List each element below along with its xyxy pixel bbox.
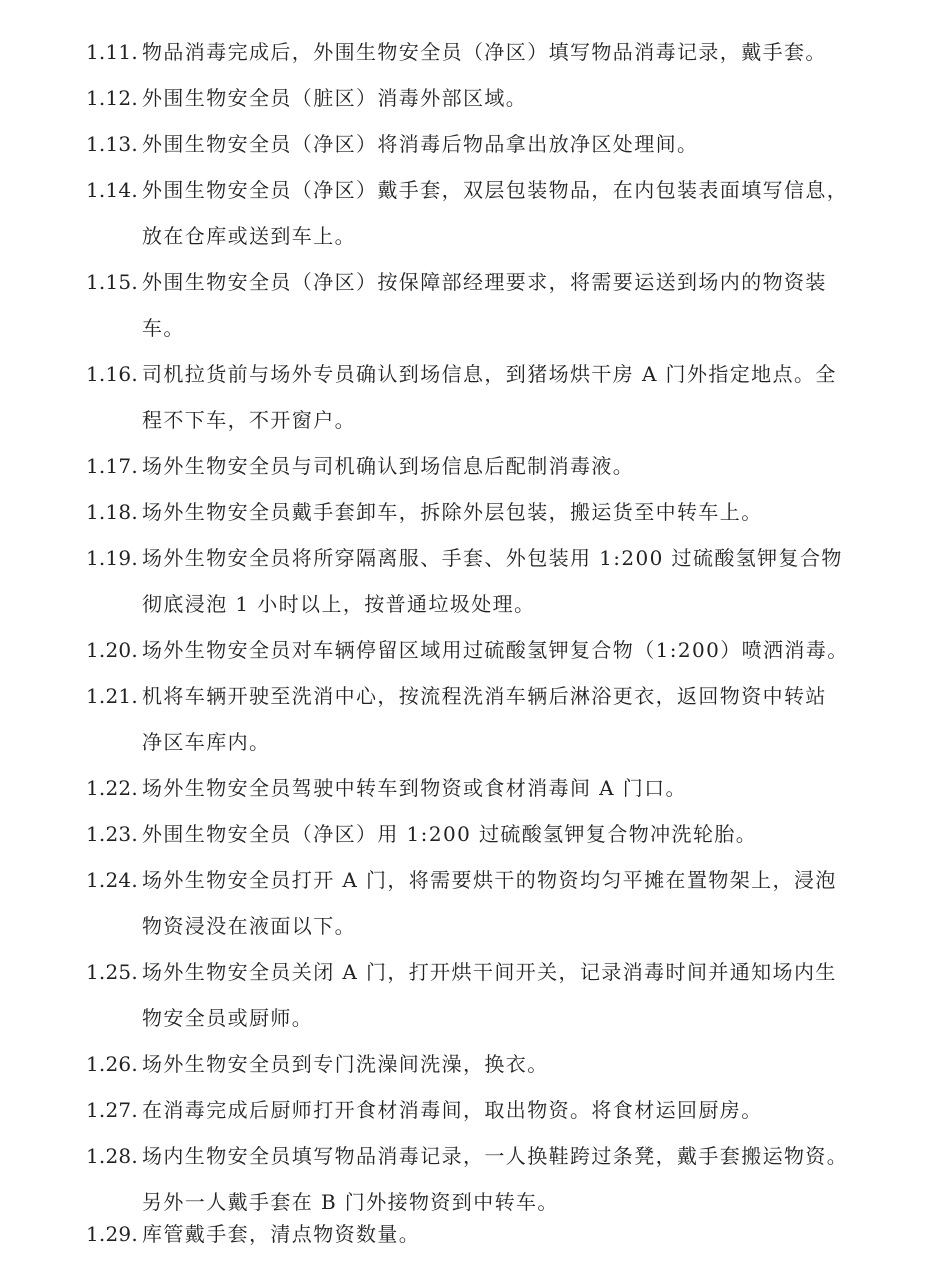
item-text-line: 库管戴手套，清点物资数量。 [142, 1222, 421, 1246]
item-text-line: 外围生物安全员（净区）按保障部经理要求，将需要运送到场内的物资装 [142, 270, 827, 294]
item-text-line: 机将车辆开驶至洗消中心，按流程洗消车辆后淋浴更衣，返回物资中转站 [142, 684, 827, 708]
item-text-line: 场外生物安全员打开 A 门，将需要烘干的物资均匀平摊在置物架上，浸泡 [142, 868, 837, 892]
item-number: 1.19. [86, 546, 138, 570]
item-number: 1.27. [86, 1098, 138, 1122]
item-text-line: 场外生物安全员戴手套卸车，拆除外层包装，搬运货至中转车上。 [142, 500, 763, 524]
item-text-line: 场外生物安全员将所穿隔离服、手套、外包装用 1:200 过硫酸氢钾复合物 [142, 546, 843, 570]
item-number: 1.12. [86, 86, 138, 110]
item-text-line: 车。 [142, 316, 185, 340]
item-text-line: 物资浸没在液面以下。 [142, 914, 356, 938]
item-text-line: 外围生物安全员（脏区）消毒外部区域。 [142, 86, 528, 110]
item-number: 1.14. [86, 178, 138, 202]
item-text-line: 物品消毒完成后，外围生物安全员（净区）填写物品消毒记录，戴手套。 [142, 40, 827, 64]
item-number: 1.28. [86, 1144, 138, 1168]
item-number: 1.24. [86, 868, 138, 892]
item-text-line: 另外一人戴手套在 B 门外接物资到中转车。 [142, 1190, 559, 1214]
item-number: 1.15. [86, 270, 138, 294]
item-text-line: 场外生物安全员关闭 A 门，打开烘干间开关，记录消毒时间并通知场内生 [142, 960, 837, 984]
item-number: 1.16. [86, 362, 138, 386]
item-text-line: 外围生物安全员（净区）用 1:200 过硫酸氢钾复合物冲洗轮胎。 [142, 822, 758, 846]
item-number: 1.20. [86, 638, 138, 662]
item-number: 1.21. [86, 684, 138, 708]
item-number: 1.23. [86, 822, 138, 846]
item-text-line: 场外生物安全员对车辆停留区域用过硫酸氢钾复合物（1:200）喷洒消毒。 [142, 638, 849, 662]
item-number: 1.26. [86, 1052, 138, 1076]
item-text-line: 彻底浸泡 1 小时以上，按普通垃圾处理。 [142, 592, 536, 616]
item-number: 1.25. [86, 960, 138, 984]
item-text-line: 物安全员或厨师。 [142, 1006, 314, 1030]
item-text-line: 场内生物安全员填写物品消毒记录，一人换鞋跨过条凳，戴手套搬运物资。 [142, 1144, 849, 1168]
item-text-line: 司机拉货前与场外专员确认到场信息，到猪场烘干房 A 门外指定地点。全 [142, 362, 837, 386]
item-text-line: 场外生物安全员与司机确认到场信息后配制消毒液。 [142, 454, 635, 478]
item-number: 1.18. [86, 500, 138, 524]
item-text-line: 放在仓库或送到车上。 [142, 224, 356, 248]
item-text-line: 程不下车，不开窗户。 [142, 408, 356, 432]
item-text-line: 场外生物安全员到专门洗澡间洗澡，换衣。 [142, 1052, 549, 1076]
item-text-line: 场外生物安全员驾驶中转车到物资或食材消毒间 A 门口。 [142, 776, 687, 800]
item-text-line: 外围生物安全员（净区）戴手套，双层包装物品，在内包装表面填写信息， [142, 178, 849, 202]
item-number: 1.29. [86, 1222, 138, 1246]
item-text-line: 净区车库内。 [142, 730, 271, 754]
item-number: 1.13. [86, 132, 138, 156]
item-text-line: 在消毒完成后厨师打开食材消毒间，取出物资。将食材运回厨房。 [142, 1098, 763, 1122]
item-number: 1.11. [86, 40, 138, 64]
item-text-line: 外围生物安全员（净区）将消毒后物品拿出放净区处理间。 [142, 132, 699, 156]
item-number: 1.17. [86, 454, 138, 478]
item-number: 1.22. [86, 776, 138, 800]
